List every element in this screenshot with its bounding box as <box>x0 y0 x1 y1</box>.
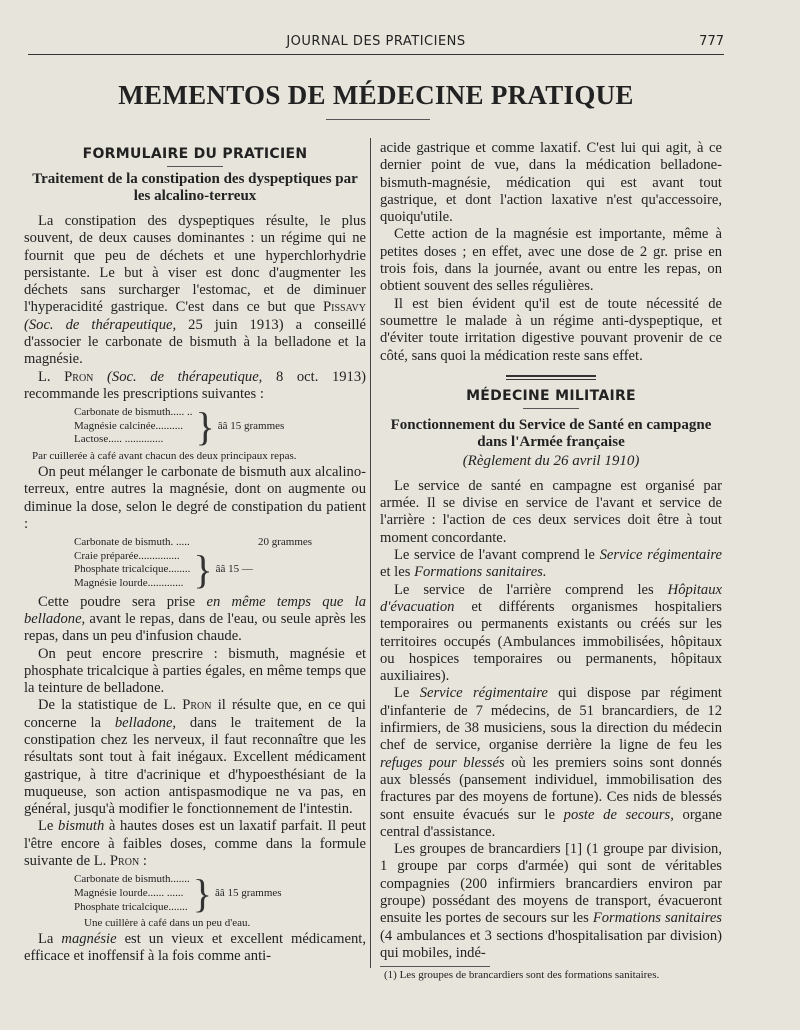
dose: ââ 15 grammes <box>215 886 282 899</box>
paragraph: Le service de l'arrière comprend les Hôpitaux d'évacuation et différents organismes hospitaliers temporaires ou permanents existants ou créés sur les territoires occupés (Ambulances immobilisées, hôpitaux ou hospices temporaires ou permanents, hôpitaux auxiliaires). <box>380 581 722 685</box>
title-rule <box>326 119 430 120</box>
page-title: MEMENTOS DE MÉDECINE PRATIQUE <box>118 80 634 110</box>
section-separator <box>506 375 596 380</box>
paragraph: La magnésie est un vieux et excellent médicament, efficace et inoffensif à la fois comme anti- <box>24 931 366 965</box>
paragraph: De la statistique de L. Pron il résulte que, en ce qui concerne la belladone, dans le traitement de la constipation chez les nerveux, il faut reconnaître que les résultats sont tout à fait inégaux. Excellent médicament gastrique, à titre d'acrinique et d'hypoesthésiant de la muqueuse, son action antispasmodique ne va pas, en général, jusqu'à modifier le fonctionnement de l'intestin. <box>24 697 367 818</box>
author-name: Pissavy <box>323 299 366 316</box>
paragraph: La constipation des dyspeptiques résulte, le plus souvent, de deux causes dominantes : un régime qui ne fournit que peu de déchets et une hyperchlorhydrie persistante. Le but à viser est donc d'augmenter les déchets sans surcharger l'estomac, et de diminuer l'hyperacidité gastrique. C'est dans ce but que Pissavy (Soc. de thérapeutique, 25 juin 1913) a conseillé d'associer le carbonate de bismuth à la belladone et la magnésie. <box>24 213 366 368</box>
paragraph: Cette action de la magnésie est importante, même à petites doses ; en effet, avec une dose de 2 gr. prise en trois fois, dans la journée, avant ou entre les repas, on obtient souvent des selles régulières. <box>380 226 722 295</box>
footnote: (1) Les groupes de brancardiers sont des formations sanitaires. <box>384 969 660 982</box>
journal-title: JOURNAL DES PRATICIENS <box>286 34 466 49</box>
paragraph: Cette poudre sera prise en même temps que la belladone, avant le repas, dans de l'eau, ou seule après les repas, dans un peu d'infusion chaude. <box>24 593 367 645</box>
column-divider <box>370 138 371 968</box>
prescription-note: Par cuillerée à café avant chacun des deux principaux repas. <box>32 450 297 463</box>
paragraph: Les groupes de brancardiers [1] (1 groupe par division, 1 groupe par corps d'armée) qui sont de véritables compagnies (200 infirmiers brancardiers environ par groupe) possédant des moyens de transport, évacueront ensuite les portes de secours sur les Formations sanitaires (4 ambulances et 3 sections d'hospitalisation par division) qui mobiles, indé- <box>380 841 722 961</box>
paragraph: Le service de l'avant comprend le Service régimentaire et les Formations sanitaires. <box>380 547 722 581</box>
section-title-formulaire: FORMULAIRE DU PRATICIEN <box>82 146 308 162</box>
article-title-constipation: Traitement de la constipation des dyspeptiques par les alcalino-terreux <box>32 171 358 204</box>
prescription-formula: Carbonate de bismuth..... .. Magnésie calcinée.......... Lactose..... .............. } ââ 15 grammes <box>74 403 285 449</box>
article-title-service-sante: Fonctionnement du Service de Santé en campagne dans l'Armée française <box>390 416 712 450</box>
section-rule <box>167 166 223 167</box>
paragraph: acide gastrique et comme laxatif. C'est lui qui agit, à ce dernier point de vue, dans la médication belladone-bismuth-magnésie, médication qui est avant tout gastrique, et dont l'action laxative n'est qu'accessoire, quoiqu'utile. <box>380 140 722 226</box>
prescription-formula: Carbonate de bismuth....... Magnésie lourde...... ...... Phosphate tricalcique....... } ââ 15 grammes <box>74 870 282 916</box>
prescription-formula: Carbonate de bismuth. ..... 20 grammes Craie préparée............... Phosphate tricalcique........ Magnésie lourde............. } ââ 15 — <box>74 536 313 593</box>
left-column <box>24 140 366 966</box>
paragraph: Le bismuth à hautes doses est un laxatif parfait. Il peut l'être encore à faibles doses, comme dans la formule suivante de L. Pron : <box>24 818 366 870</box>
paragraph: Le Service régimentaire qui dispose par régiment d'infanterie de 7 médecins, de 51 brancardiers, de 12 infirmiers, de 38 musiciens, sous la direction du médecin chef de service, organise derrière la ligne de feu les refuges pour blessés où les premiers soins sont donnés aux blessés (pansement individuel, immobilisation des fractures par des moyens de fortune). Ces nids de blessés sont ensuite évacués sur le poste de secours, organe central d'assistance. <box>380 685 722 840</box>
dose: ââ 15 — <box>215 563 253 576</box>
section-rule <box>523 408 579 409</box>
right-column <box>380 140 722 981</box>
paragraph: Le service de santé en campagne est organisé par armée. Il se divise en service de l'avant et service de l'arrière : l'action de ces deux services doit être à tout moment concordante. <box>380 477 722 546</box>
paragraph: Il est bien évident qu'il est de toute nécessité de soumettre le malade à un régime anti-dyspeptique, et d'éviter toute irritation digestive pouvant provenir de ce côté, sans quoi la médication reste sans effet. <box>380 295 722 364</box>
footnote-rule <box>380 966 490 967</box>
paragraph: L. Pron (Soc. de thérapeutique, 8 oct. 1913) recommande les prescriptions suivantes : <box>24 368 367 402</box>
page-number: 777 <box>699 34 724 49</box>
dose: 20 grammes <box>258 536 313 549</box>
article-reference: (Règlement du 26 avril 1910) <box>462 452 640 469</box>
prescription-note: Une cuillère à café dans un peu d'eau. <box>84 917 251 930</box>
running-header <box>28 30 724 55</box>
paragraph: On peut encore prescrire : bismuth, magnésie et phosphate tricalcique à parties égales, en même temps que la teinture de belladone. <box>24 645 366 697</box>
paragraph: On peut mélanger le carbonate de bismuth aux alcalino-terreux, entre autres la magnésie, dont on augmente ou diminue la dose, selon le degré de constipation du patient : <box>24 464 366 532</box>
author-name: L. Pron <box>38 368 94 385</box>
section-title-medecine-militaire: MÉDECINE MILITAIRE <box>466 387 636 404</box>
dose: ââ 15 grammes <box>217 419 285 432</box>
